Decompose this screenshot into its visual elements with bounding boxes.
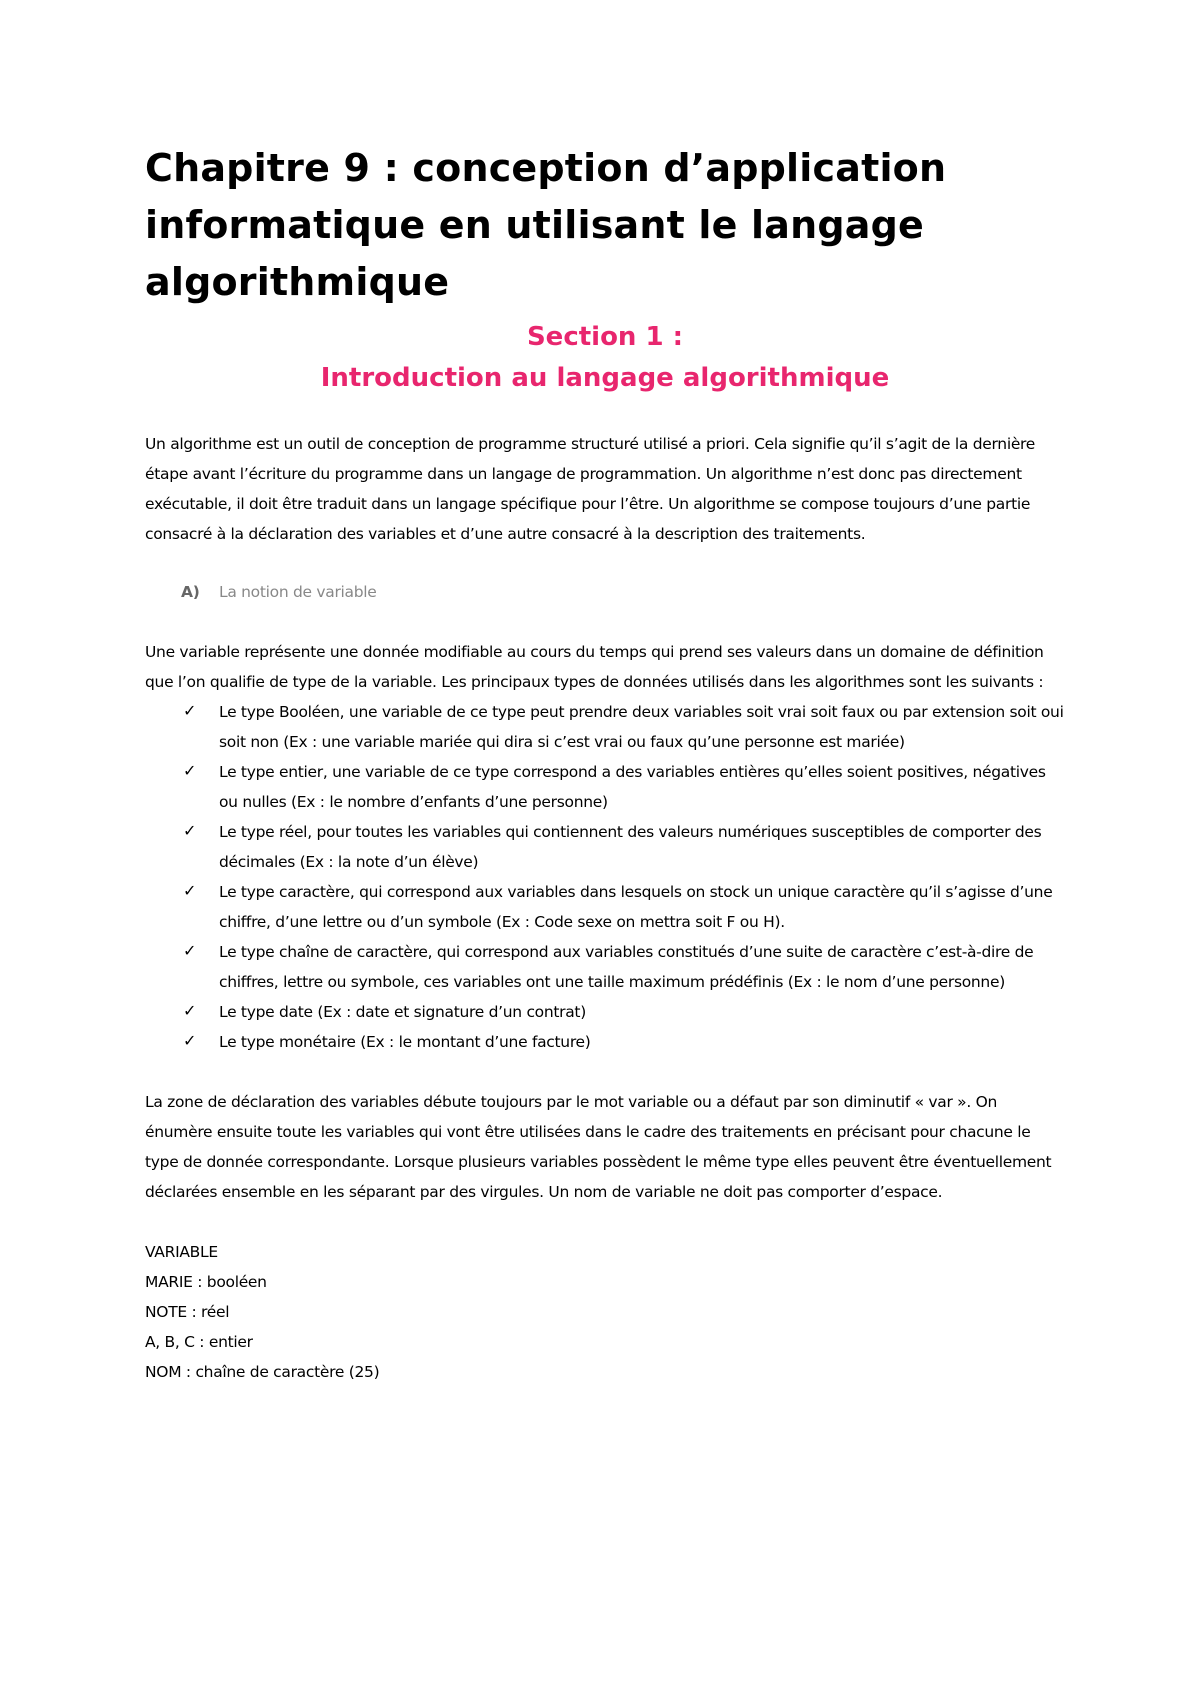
types-list bbox=[145, 697, 1065, 1057]
list-item-text: Le type Booléen, une variable de ce type peut prendre deux variables soit vrai soit faux ou par extension soit oui soit non (Ex : une variable mariée qui dira si c’est vrai ou faux qu’une personne est mariée) bbox=[219, 703, 1064, 751]
list-item-text: Le type date (Ex : date et signature d’un contrat) bbox=[219, 1003, 586, 1021]
check-icon: ✓ bbox=[183, 701, 197, 720]
check-icon: ✓ bbox=[183, 1001, 197, 1020]
list-item-text: Le type entier, une variable de ce type correspond a des variables entières qu’elles soient positives, négatives ou nulles (Ex : le nombre d’enfants d’une personne) bbox=[219, 763, 1046, 811]
code-line: MARIE : booléen bbox=[145, 1273, 267, 1291]
section-title: Introduction au langage algorithmique bbox=[320, 363, 890, 393]
list-item bbox=[145, 757, 1065, 817]
list-item-text: Le type chaîne de caractère, qui correspond aux variables constitués d’une suite de caractère c’est-à-dire de chiffres, lettre ou symbole, ces variables ont une taille maximum prédéfinis (Ex : le nom d’une personne) bbox=[219, 943, 1034, 991]
document-content bbox=[145, 140, 1065, 1387]
section-label: Section 1 : bbox=[526, 322, 684, 352]
code-line: A, B, C : entier bbox=[145, 1333, 253, 1351]
list-item bbox=[145, 997, 1065, 1027]
subheading-variable-notion bbox=[145, 577, 1065, 607]
subheading-text: La notion de variable bbox=[219, 583, 377, 601]
check-icon: ✓ bbox=[183, 761, 197, 780]
code-line: NOTE : réel bbox=[145, 1303, 230, 1321]
code-line: NOM : chaîne de caractère (25) bbox=[145, 1363, 380, 1381]
check-icon: ✓ bbox=[183, 1031, 197, 1050]
code-line: VARIABLE bbox=[145, 1243, 218, 1261]
subheading-letter: A) bbox=[181, 583, 200, 601]
check-icon: ✓ bbox=[183, 821, 197, 840]
declaration-paragraph: La zone de déclaration des variables débute toujours par le mot variable ou a défaut par son diminutif « var ». On énumère ensuite toute les variables qui vont être utilisées dans le cadre des traitements en précisant pour chacune le type de donnée correspondante. Lorsque plusieurs variables possèdent le même type elles peuvent être éventuellement déclarées ensemble en les séparant par des virgules. Un nom de variable ne doit pas comporter d’espace. bbox=[145, 1093, 1052, 1201]
list-item bbox=[145, 937, 1065, 997]
list-item bbox=[145, 877, 1065, 937]
list-item-text: Le type monétaire (Ex : le montant d’une facture) bbox=[219, 1033, 591, 1051]
list-item bbox=[145, 1027, 1065, 1057]
list-item bbox=[145, 817, 1065, 877]
list-item-text: Le type réel, pour toutes les variables qui contiennent des valeurs numériques susceptibles de comporter des décimales (Ex : la note d’un élève) bbox=[219, 823, 1042, 871]
code-example bbox=[145, 1237, 1065, 1387]
chapter-title: Chapitre 9 : conception d’application informatique en utilisant le langage algorithmique bbox=[145, 146, 947, 304]
list-item bbox=[145, 697, 1065, 757]
variable-paragraph: Une variable représente une donnée modifiable au cours du temps qui prend ses valeurs dans un domaine de définition que l’on qualifie de type de la variable. Les principaux types de données utilisés dans les algorithmes sont les suivants : bbox=[145, 643, 1044, 691]
list-item-text: Le type caractère, qui correspond aux variables dans lesquels on stock un unique caractère qu’il s’agisse d’une chiffre, d’une lettre ou d’un symbole (Ex : Code sexe on mettra soit F ou H). bbox=[219, 883, 1053, 931]
check-icon: ✓ bbox=[183, 881, 197, 900]
intro-paragraph: Un algorithme est un outil de conception de programme structuré utilisé a priori. Cela signifie qu’il s’agit de la dernière étape avant l’écriture du programme dans un langage de programmation. Un algorithme n’est donc pas directement exécutable, il doit être traduit dans un langage spécifique pour l’être. Un algorithme se compose toujours d’une partie consacré à la déclaration des variables et d’une autre consacré à la description des traitements. bbox=[145, 435, 1036, 543]
check-icon: ✓ bbox=[183, 941, 197, 960]
